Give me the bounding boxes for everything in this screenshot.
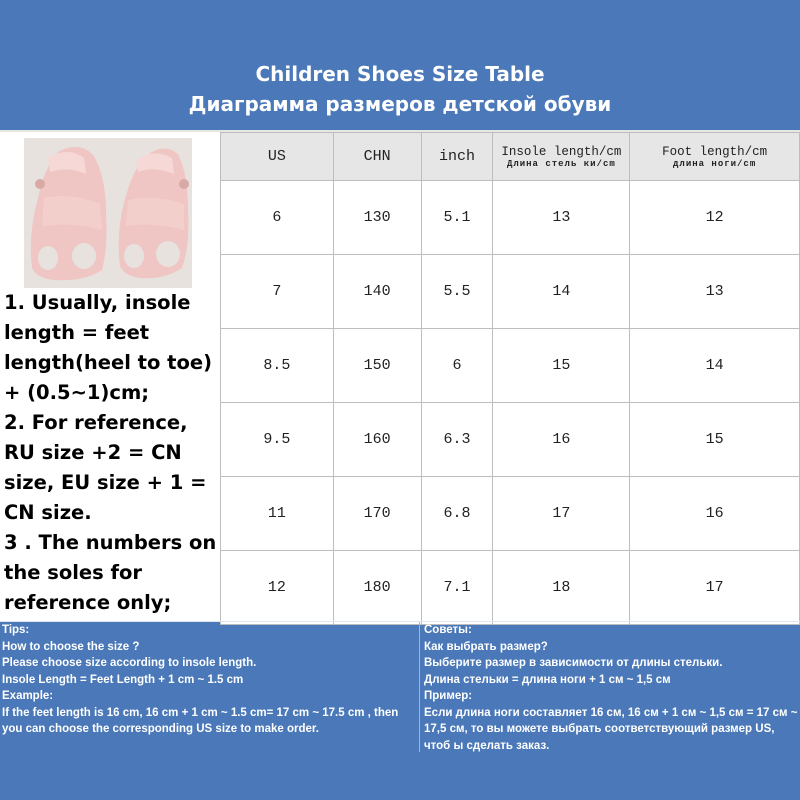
header-foot — [630, 133, 800, 181]
tips-line: Выберите размер в зависимости от длины стельки. — [424, 657, 723, 669]
cell-us: 11 — [221, 477, 334, 551]
cell-inch: 6 — [421, 329, 493, 403]
tips-line: Как выбрать размер? — [424, 640, 548, 653]
cell-foot: 16 — [630, 477, 800, 551]
header-foot-ru: длина ноги/cm — [673, 158, 757, 169]
cell-insole: 14 — [493, 255, 630, 329]
table-row — [221, 551, 800, 625]
cell-insole: 15 — [493, 329, 630, 403]
tips-english — [0, 622, 420, 752]
cell-foot: 14 — [630, 329, 800, 403]
cell-foot: 15 — [630, 403, 800, 477]
tips-line: Пример: — [424, 690, 473, 702]
header-chn: CHN — [333, 133, 421, 181]
cell-inch: 6.3 — [421, 403, 493, 477]
note-item: 3 . The numbers on the soles for reference only; — [4, 531, 217, 614]
header-banner — [0, 0, 800, 132]
header-us: US — [221, 133, 334, 181]
tips-line: Длина стельки = длина ноги + 1 см ~ 1,5 см — [424, 673, 671, 686]
cell-chn: 160 — [333, 403, 421, 477]
title-russian: Диаграмма размеров детской обуви — [188, 92, 612, 116]
table-row — [221, 477, 800, 551]
header-foot-en: Foot length/cm — [662, 144, 768, 159]
table-row — [221, 255, 800, 329]
header-insole-en: Insole length/cm — [501, 144, 622, 159]
cell-us: 9.5 — [221, 403, 334, 477]
table-row — [221, 329, 800, 403]
tips-heading: Советы: — [424, 624, 472, 636]
note-item: 2. For reference, RU size +2 = CN size, EU size + 1 = CN size. — [4, 411, 207, 524]
cell-foot: 17 — [630, 551, 800, 625]
tips-line: Please choose size according to insole length. — [2, 657, 257, 669]
header-inch: inch — [421, 133, 493, 181]
cell-us: 6 — [221, 181, 334, 255]
cell-insole: 16 — [493, 403, 630, 477]
table-header-row — [221, 133, 800, 181]
cell-foot: 13 — [630, 255, 800, 329]
cell-chn: 170 — [333, 477, 421, 551]
note-item: 1. Usually, insole length = feet length(heel to toe) + (0.5~1)cm; — [4, 291, 213, 404]
header-insole — [493, 133, 630, 181]
cell-us: 7 — [221, 255, 334, 329]
product-image — [24, 138, 192, 288]
size-notes — [4, 288, 218, 618]
sandal-icon — [24, 138, 192, 288]
cell-chn: 150 — [333, 329, 421, 403]
tips-line: Insole Length = Feet Length + 1 cm ~ 1.5 cm — [2, 673, 244, 686]
cell-insole: 13 — [493, 181, 630, 255]
tips-heading: Tips: — [2, 624, 30, 636]
table-row — [221, 181, 800, 255]
tips-line: Если длина ноги составляет 16 см, 16 см + 1 см ~ 1,5 см = 17 см ~ 17,5 см, то вы можете выбрать соответствующий размер US, чтоб ы сделать заказ. — [424, 706, 798, 752]
cell-inch: 5.1 — [421, 181, 493, 255]
title-english: Children Shoes Size Table — [255, 62, 545, 86]
tips-line: If the feet length is 16 cm, 16 cm + 1 cm ~ 1.5 cm= 17 cm ~ 17.5 cm , then you can choose the corresponding US size to make order. — [2, 706, 399, 735]
size-table — [220, 132, 800, 625]
table-row — [221, 403, 800, 477]
cell-us: 8.5 — [221, 329, 334, 403]
header-insole-ru: Длина стель ки/cm — [506, 158, 616, 169]
cell-us: 12 — [221, 551, 334, 625]
cell-inch: 6.8 — [421, 477, 493, 551]
cell-chn: 130 — [333, 181, 421, 255]
tips-line: How to choose the size ? — [2, 640, 140, 653]
cell-insole: 17 — [493, 477, 630, 551]
cell-inch: 5.5 — [421, 255, 493, 329]
cell-inch: 7.1 — [421, 551, 493, 625]
left-panel — [0, 132, 220, 622]
cell-chn: 180 — [333, 551, 421, 625]
cell-foot: 12 — [630, 181, 800, 255]
tips-line: Example: — [2, 690, 54, 702]
cell-insole: 18 — [493, 551, 630, 625]
cell-chn: 140 — [333, 255, 421, 329]
tips-russian — [420, 622, 800, 752]
